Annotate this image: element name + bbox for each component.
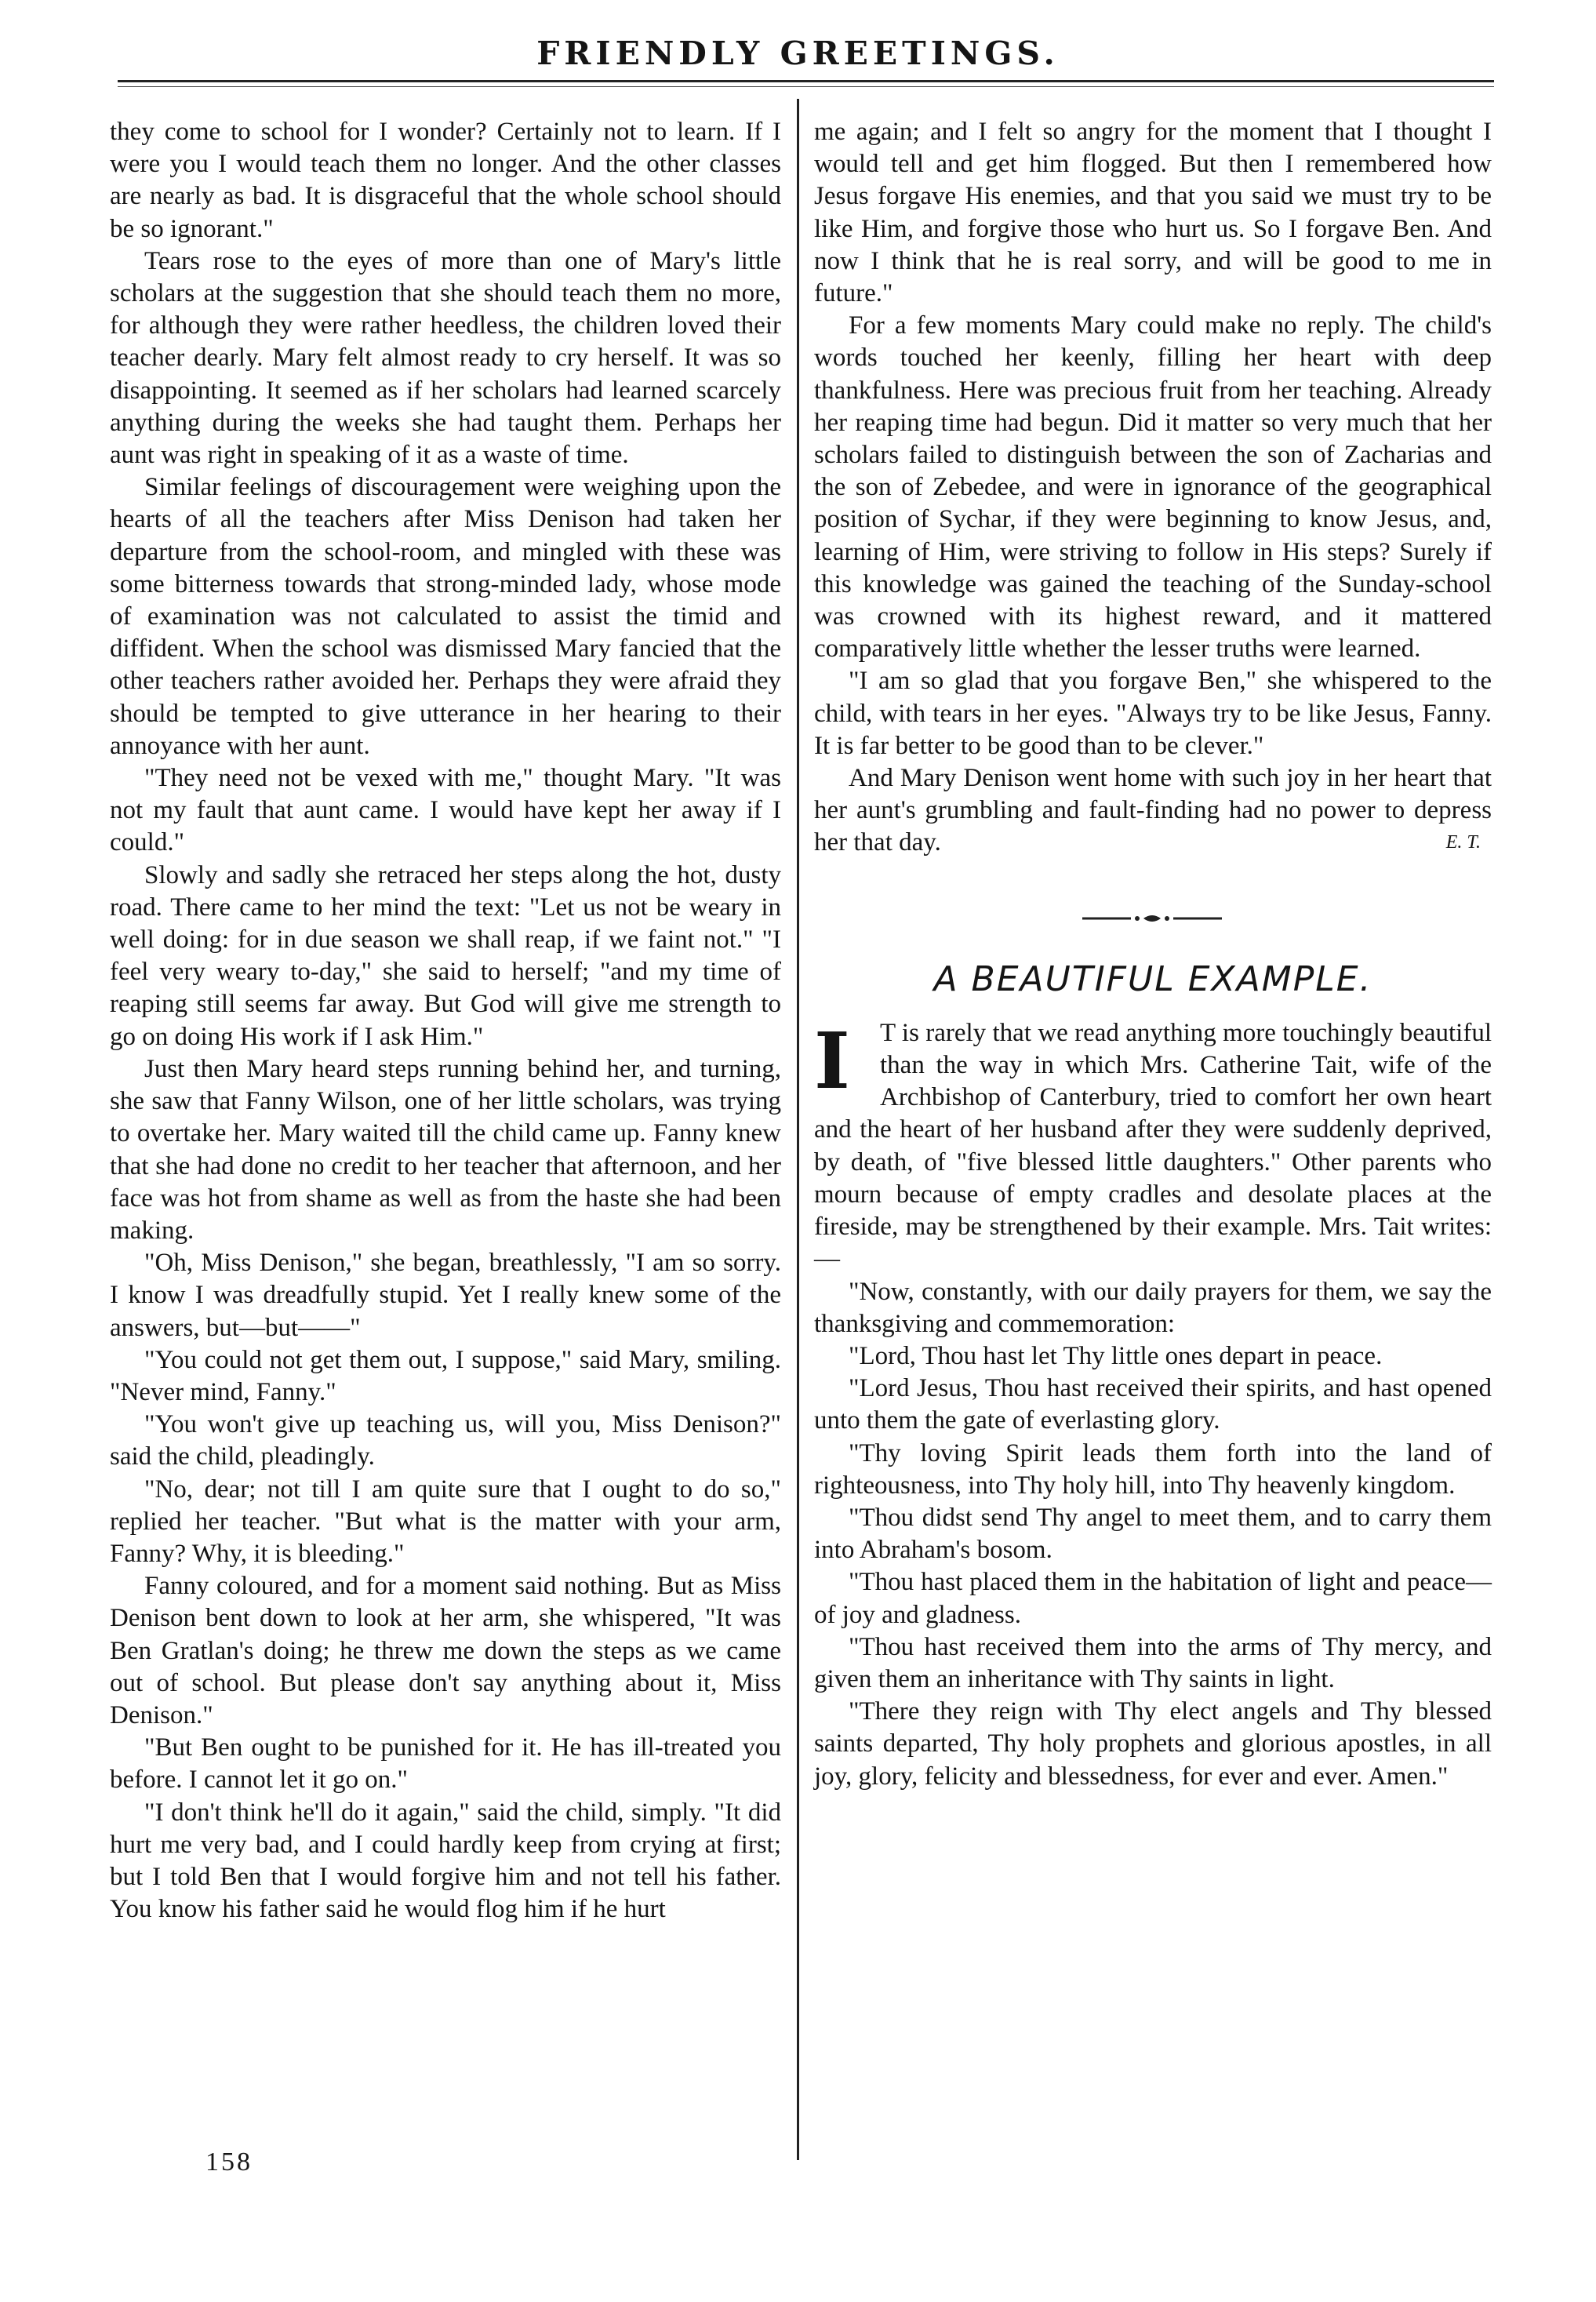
article-first-paragraph-text: T is rarely that we read anything more touchingly beautiful than the way in which Mrs. Catherine Tait, wife of the Archbishop of Canterbury, tried to comfort her own heart and the heart of her husband after they were suddenly deprived, by death, of "five blessed little daughters." Other parents who mourn because of empty cradles and desolate places at the fireside, may be strengthened by their example. Mrs. Tait writes:— [814,1018,1492,1274]
left-column [110,116,781,1926]
drop-cap-box [814,1016,872,1110]
drop-cap: I [814,1016,850,1107]
paragraph-with-signature [814,762,1492,860]
paragraph-text: And Mary Denison went home with such joy in her heart that her aunt's grumbling and fault-finding had no power to depress her that day. [814,764,1492,857]
paragraph: "I am so glad that you forgave Ben," she whispered to the child, with tears in her eyes. "Always try to be like Jesus, Fanny. It is far better to be good than to be clever." [814,667,1492,760]
paragraph: they come to school for I wonder? Certainly not to learn. If I were you I would teach them no longer. And the other classes are nearly as bad. It is disgraceful that the whole school should be so ignorant." [110,118,781,243]
section-ornament [814,860,1492,952]
paragraph: "You could not get them out, I suppose," said Mary, smiling. "Never mind, Fanny." [110,1345,781,1406]
paragraph: "They need not be vexed with me," thought Mary. "It was not my fault that aunt came. I would have kept her away if I could." [110,764,781,857]
prayer-line: "There they reign with Thy elect angels and Thy blessed saints departed, Thy holy prophets and glorious apostles, in all joy, glory, felicity and blessedness, for ever and ever. Amen." [814,1697,1492,1791]
page-number: 158 [205,2147,253,2177]
prayer-line: "Thou hast placed them in the habitation of light and peace—of joy and gladness. [814,1568,1492,1629]
author-signature: E. T. [1445,832,1481,853]
paragraph: "But Ben ought to be punished for it. He has ill-treated you before. I cannot let it go on." [110,1733,781,1795]
prayer-line: "Thou didst send Thy angel to meet them, and to carry them into Abraham's bosom. [814,1503,1492,1565]
column-divider [797,99,799,2160]
ornament-divider-icon [1082,913,1222,924]
header-rule [118,80,1494,82]
right-column [814,116,1492,1793]
paragraph: me again; and I felt so angry for the moment that I thought I would tell and get him flogged. But then I remembered how Jesus forgave His enemies, and that you said we must try to be like Him, and forgive those who hurt us. So I forgave Ben. And now I think that he is real sorry, and will be good to me in future." [814,118,1492,308]
prayer-line: "Lord Jesus, Thou hast received their spirits, and hast opened unto them the gate of everlasting glory. [814,1374,1492,1435]
paragraph: Just then Mary heard steps running behind her, and turning, she saw that Fanny Wilson, one of her little scholars, was trying to overtake her. Mary waited till the child came up. Fanny knew that she had done no credit to her teacher that afternoon, and her face was hot from shame as well as from the haste she had been making. [110,1054,781,1245]
paragraph: Tears rose to the eyes of more than one of Mary's little scholars at the suggestion that she should teach them no more, for although they were rather heedless, the children loved their teacher dearly. Mary felt almost ready to cry herself. It was so disappointing. It seemed as if her scholars had learned scarcely anything during the weeks she had taught them. Perhaps her aunt was right in speaking of it as a waste of time. [110,246,781,470]
paragraph: Slowly and sadly she retraced her steps along the hot, dusty road. There came to her mind the text: "Let us not be weary in well doing: for in due season we shall reap, if we faint not." "I feel very weary to-day," she said to herself; "and my time of reaping still seems far away. But God will give me strength to go on doing His work if I ask Him." [110,860,781,1051]
running-header-title: FRIENDLY GREETINGS. [536,35,1060,72]
article-paragraph: "Now, constantly, with our daily prayers for them, we say the thanksgiving and commemoration: [814,1277,1492,1338]
article-title: A BEAUTIFUL EXAMPLE. [933,958,1372,999]
article-first-paragraph [814,1017,1492,1276]
prayer-line: "Thy loving Spirit leads them forth into the land of righteousness, into Thy holy hill, into Thy heavenly kingdom. [814,1438,1492,1500]
paragraph: Fanny coloured, and for a moment said nothing. But as Miss Denison bent down to look at her arm, she whispered, "It was Ben Gratlan's doing; he threw me down the steps as we came out of school. But please don't say anything about it, Miss Denison." [110,1572,781,1729]
header-rule-thin [118,86,1494,87]
prayer-line: "Lord, Thou hast let Thy little ones depart in peace. [849,1341,1383,1370]
paragraph: "I don't think he'll do it again," said the child, simply. "It did hurt me very bad, and I could hardly keep from crying at first; but I told Ben that I would forgive him and not tell his father. You know his father said he would flog him if he hurt [110,1798,781,1924]
paragraph: Similar feelings of discouragement were weighing upon the hearts of all the teachers after Miss Denison had taken her departure from the school-room, and mingled with these was some bitterness towards that strong-minded lady, whose mode of examination was not calculated to assist the timid and diffident. When the school was dismissed Mary fancied that the other teachers rather avoided her. Perhaps they were afraid they should be tempted to give utterance in her hearing to their annoyance with her aunt. [110,473,781,760]
paragraph: "Oh, Miss Denison," she began, breathlessly, "I am so sorry. I know I was dreadfully stupid. Yet I really knew some of the answers, but—but——" [110,1249,781,1342]
prayer-line: "Thou hast received them into the arms of Thy mercy, and given them an inheritance with Thy saints in light. [814,1632,1492,1693]
paragraph: "No, dear; not till I am quite sure that I ought to do so," replied her teacher. "But what is the matter with your arm, Fanny? Why, it is bleeding." [110,1475,781,1568]
paragraph: For a few moments Mary could make no reply. The child's words touched her keenly, filling her heart with deep thankfulness. Here was precious fruit from her teaching. Already her reaping time had begun. Did it matter so very much that her scholars failed to distinguish between the son of Zacharias and the son of Zebedee, and were in ignorance of the geographical position of Sychar, if they were beginning to know Jesus, and, learning of Him, were striving to follow in His steps? Surely if this knowledge was gained the teaching of the Sunday-school was crowned with its highest reward, and it mattered comparatively little whether the lesser truths were learned. [814,311,1492,664]
paragraph: "You won't give up teaching us, will you, Miss Denison?" said the child, pleadingly. [110,1410,781,1471]
